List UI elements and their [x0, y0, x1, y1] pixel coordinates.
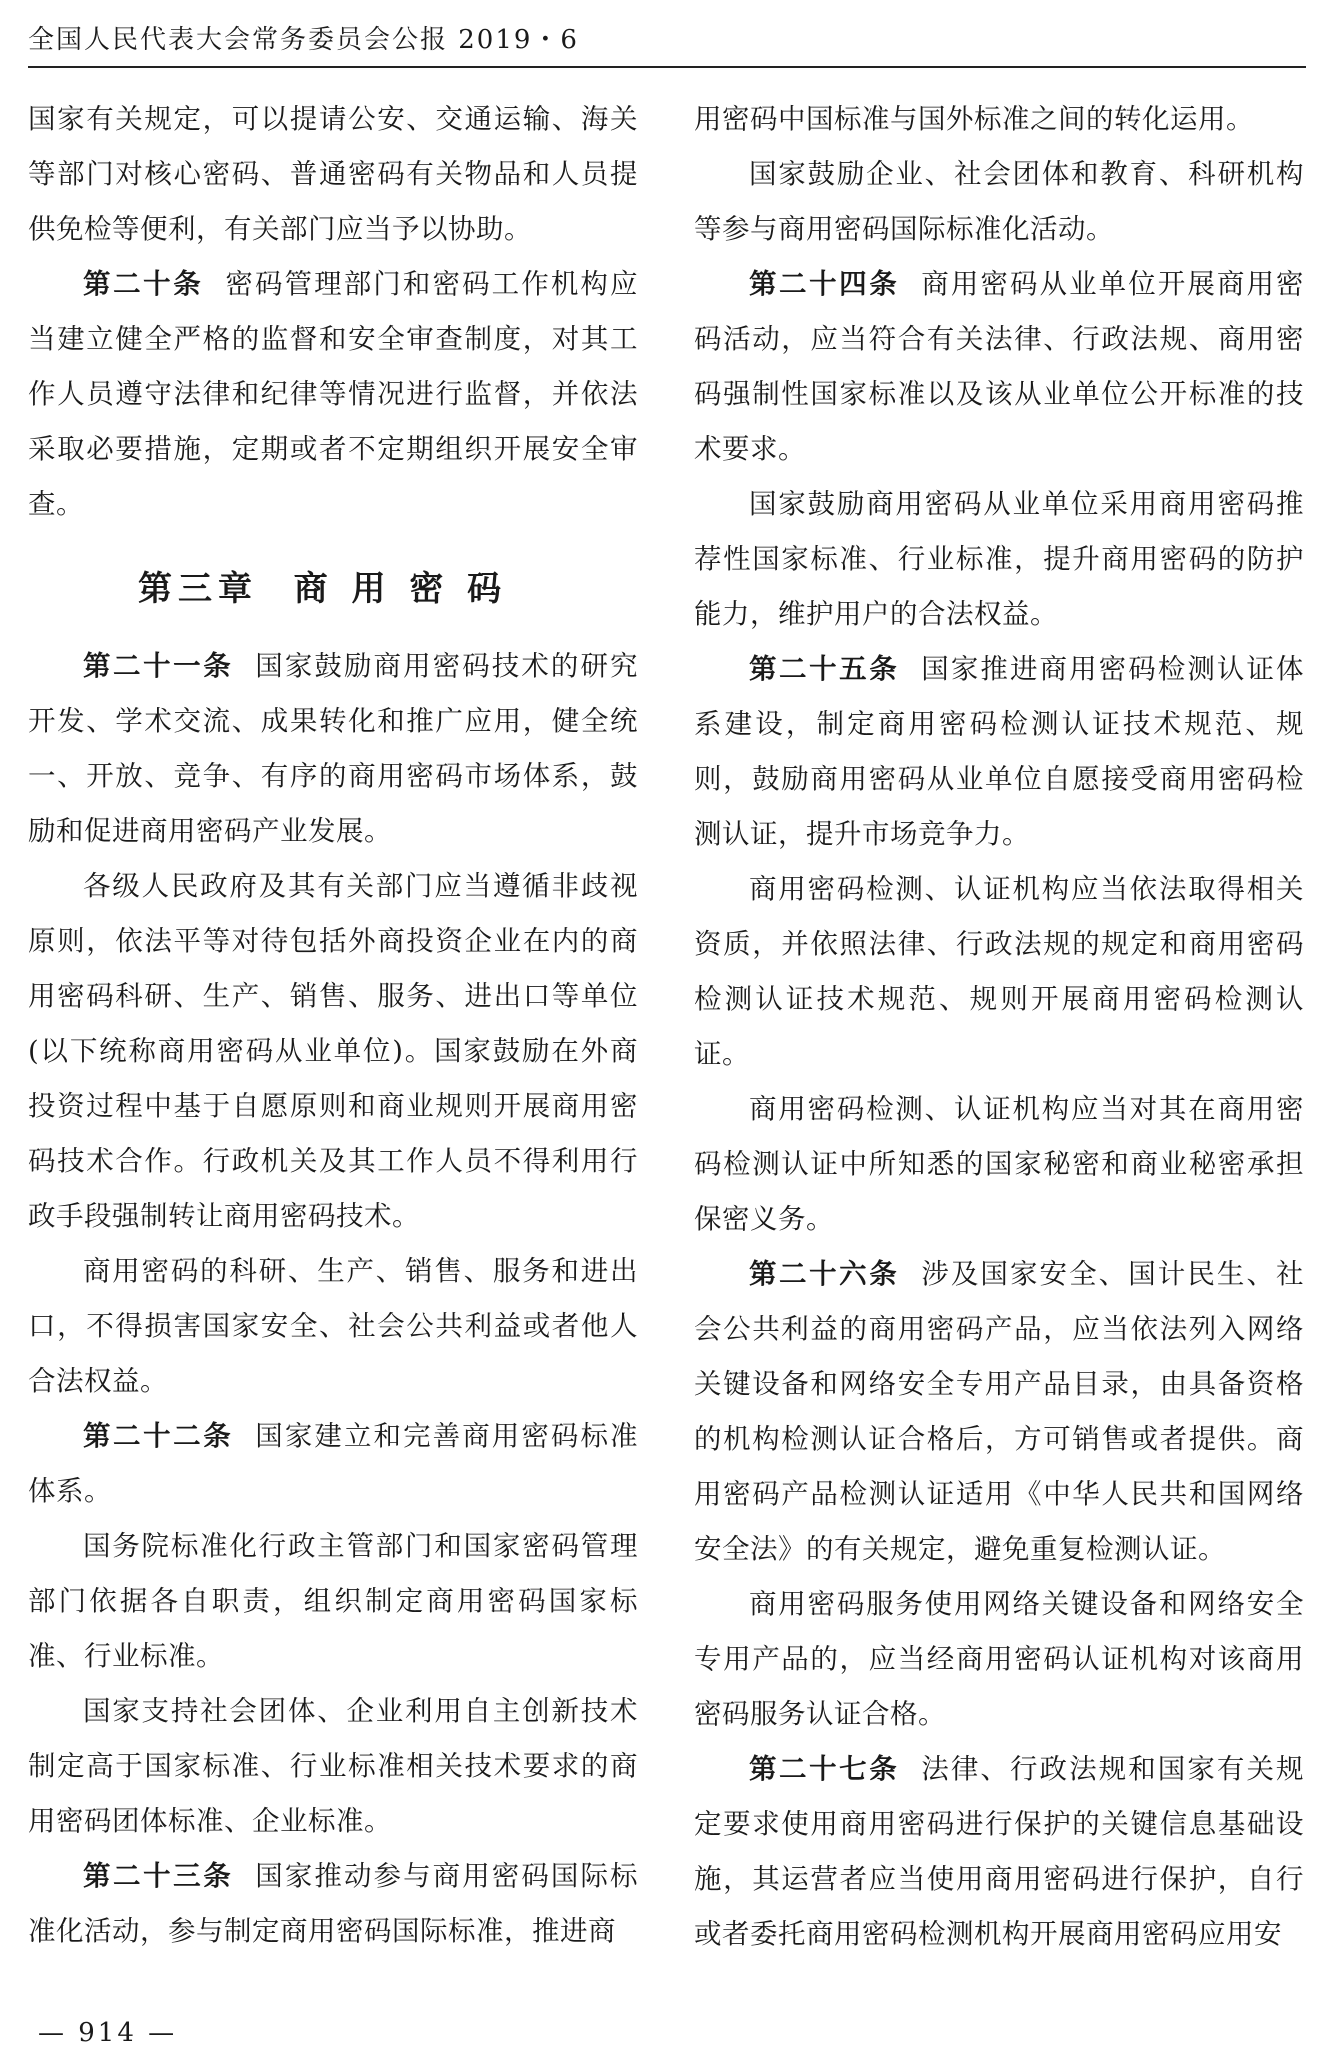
article-number: 第二十六条 — [749, 1258, 900, 1290]
paragraph: 商用密码检测、认证机构应当依法取得相关资质，并依照法律、行政法规的规定和商用密码检测认证技术规范、规则开展商用密码检测认证。 — [694, 873, 1304, 1070]
article-text: 国家鼓励商用密码技术的研究开发、学术交流、成果转化和推广应用，健全统一、开放、竞争、有序的商用密码市场体系，鼓励和促进商用密码产业发展。 — [28, 650, 639, 847]
article-text: 国家建立和完善商用密码标准体系。 — [28, 1420, 639, 1507]
paragraph: 国家鼓励企业、社会团体和教育、科研机构等参与商用密码国际标准化活动。 — [694, 158, 1304, 245]
article-21 — [28, 639, 638, 859]
paragraph: 国家支持社会团体、企业利用自主创新技术制定高于国家标准、行业标准相关技术要求的商用密码团体标准、企业标准。 — [28, 1695, 638, 1837]
paragraph: 商用密码检测、认证机构应当对其在商用密码检测认证中所知悉的国家秘密和商业秘密承担保密义务。 — [694, 1093, 1304, 1235]
paragraph: 国家有关规定，可以提请公安、交通运输、海关等部门对核心密码、普通密码有关物品和人员提供免检等便利，有关部门应当予以协助。 — [28, 103, 638, 245]
article-number: 第二十一条 — [83, 650, 234, 682]
article-number: 第二十七条 — [749, 1753, 900, 1785]
article-number: 第二十五条 — [749, 653, 900, 685]
article-text: 国家推进商用密码检测认证体系建设，制定商用密码检测认证技术规范、规则，鼓励商用密码从业单位自愿接受商用密码检测认证，提升市场竞争力。 — [694, 653, 1305, 850]
article-number: 第二十三条 — [83, 1860, 234, 1892]
paragraph: 国家鼓励商用密码从业单位采用商用密码推荐性国家标准、行业标准，提升商用密码的防护能力，维护用户的合法权益。 — [694, 488, 1304, 630]
article-22 — [28, 1409, 638, 1519]
right-column — [694, 92, 1304, 1962]
paragraph: 国务院标准化行政主管部门和国家密码管理部门依据各自职责，组织制定商用密码国家标准、行业标准。 — [28, 1530, 638, 1672]
header-rule — [28, 66, 1306, 68]
page-number: — 914 — — [38, 2018, 178, 2048]
paragraph: 商用密码的科研、生产、销售、服务和进出口，不得损害国家安全、社会公共利益或者他人合法权益。 — [28, 1255, 638, 1397]
article-text: 涉及国家安全、国计民生、社会公共利益的商用密码产品，应当依法列入网络关键设备和网络安全专用产品目录，由具备资格的机构检测认证合格后，方可销售或者提供。商用密码产品检测认证适用《中华人民共和国网络安全法》的有关规定，避免重复检测认证。 — [694, 1258, 1305, 1565]
article-25 — [694, 642, 1304, 862]
article-text: 国家推动参与商用密码国际标准化活动，参与制定商用密码国际标准，推进商 — [28, 1860, 639, 1947]
article-text: 密码管理部门和密码工作机构应当建立健全严格的监督和安全审查制度，对其工作人员遵守法律和纪律等情况进行监督，并依法采取必要措施，定期或者不定期组织开展安全审查。 — [28, 268, 639, 520]
article-20 — [28, 257, 638, 532]
article-number: 第二十四条 — [749, 268, 900, 300]
article-23 — [28, 1849, 638, 1959]
chapter-heading: 第三章 商 用 密 码 — [138, 569, 508, 609]
article-27 — [694, 1742, 1304, 1962]
article-26 — [694, 1247, 1304, 1577]
article-text: 商用密码从业单位开展商用密码活动，应当符合有关法律、行政法规、商用密码强制性国家标准以及该从业单位公开标准的技术要求。 — [694, 268, 1305, 465]
paragraph: 用密码中国标准与国外标准之间的转化运用。 — [694, 103, 1254, 135]
paragraph: 各级人民政府及其有关部门应当遵循非歧视原则，依法平等对待包括外商投资企业在内的商用密码科研、生产、销售、服务、进出口等单位(以下统称商用密码从业单位)。国家鼓励在外商投资过程中基于自愿原则和商业规则开展商用密码技术合作。行政机关及其工作人员不得利用行政手段强制转让商用密码技术。 — [28, 870, 638, 1232]
article-24 — [694, 257, 1304, 477]
journal-header: 全国人民代表大会常务委员会公报 2019・6 — [28, 25, 579, 55]
article-number: 第二十条 — [83, 268, 204, 300]
article-number: 第二十二条 — [83, 1420, 234, 1452]
article-text: 法律、行政法规和国家有关规定要求使用商用密码进行保护的关键信息基础设施，其运营者应当使用商用密码进行保护，自行或者委托商用密码检测机构开展商用密码应用安 — [694, 1753, 1305, 1950]
paragraph: 商用密码服务使用网络关键设备和网络安全专用产品的，应当经商用密码认证机构对该商用密码服务认证合格。 — [694, 1588, 1304, 1730]
left-column — [28, 92, 638, 1959]
